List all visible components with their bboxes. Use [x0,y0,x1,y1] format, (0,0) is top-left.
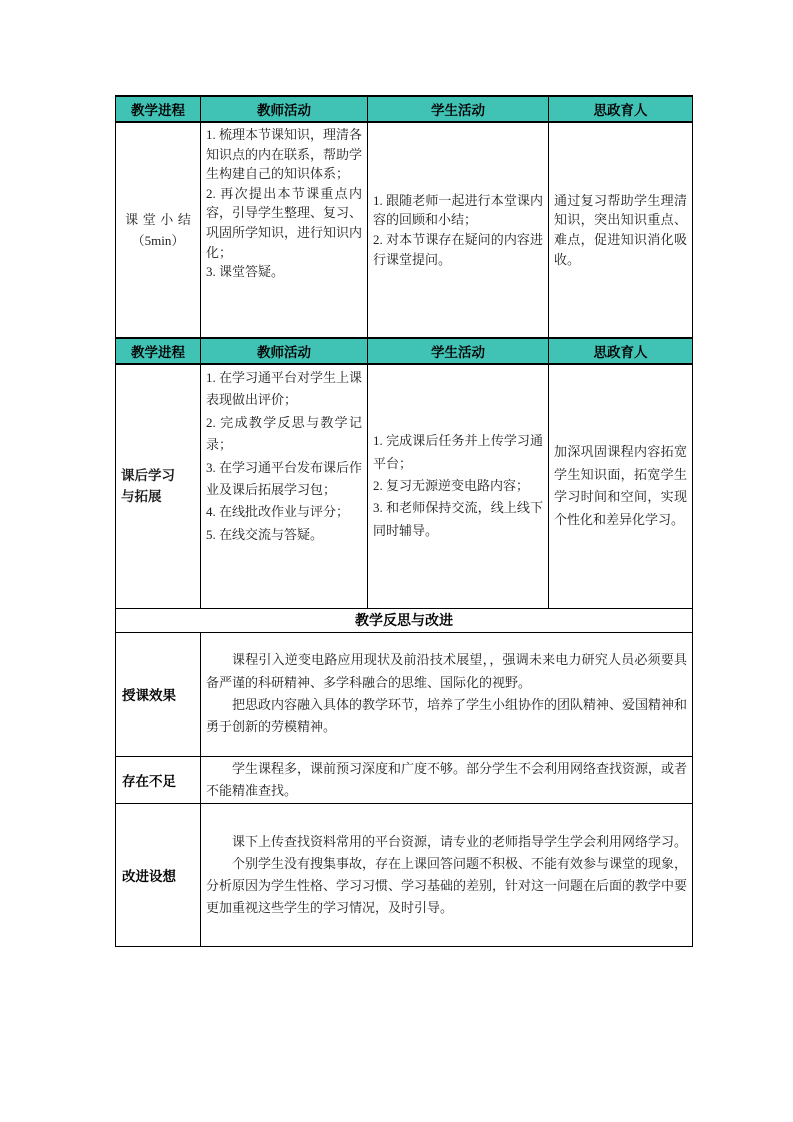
reflection-paragraph: 课下上传查找资料常用的平台资源，请专业的老师指导学生学会利用网络学习。 [232,833,688,849]
column-header-student-activity: 学生活动 [368,338,549,364]
reflection-section-title: 教学反思与改进 [116,608,693,632]
stage-name: 课后学习 [121,468,175,484]
table-header-row-1 [116,96,693,122]
row-shortcomings [116,756,693,804]
teacher-item: 1. 梳理本节课知识，理清各知识点的内在联系，帮助学生构建自己的知识体系； [206,127,363,182]
ideology-cell [549,122,693,338]
teacher-item: 2. 完成教学反思与教学记录； [206,414,362,453]
student-item: 1. 完成课后任务并上传学习通平台； [373,433,543,471]
teacher-item: 2. 再次提出本节课重点内容，引导学生整理、复习、巩固所学知识，进行知识内化； [206,185,363,260]
lesson-plan-table [115,95,693,947]
reflection-paragraph: 学生课程多，课前预习深度和广度不够。部分学生不会利用网络查找资源，或者不能精准查找。 [206,760,688,798]
row-class-summary [116,122,693,338]
teacher-item: 1. 在学习通平台对学生上课表现做出评价； [206,370,363,408]
student-item: 1. 跟随老师一起进行本堂课内容的回顾和小结； [373,192,543,228]
ideology-text: 通过复习帮助学生理清知识，突出知识重点、难点，促进知识消化吸收。 [554,192,687,267]
row-improvement-ideas [116,804,693,947]
table-header-row-2 [116,338,693,364]
label-teaching-effect: 授课效果 [116,632,201,756]
improvement-ideas-cell [201,804,693,947]
reflection-paragraph: 把思政内容融入具体的教学环节，培养了学生小组协作的团队精神、爱国精神和勇于创新的劳模精神。 [206,697,688,735]
label-shortcomings: 存在不足 [116,756,201,804]
column-header-teacher-activity: 教师活动 [201,96,368,122]
teacher-item: 3. 课堂答疑。 [206,264,285,280]
column-header-teacher-activity: 教师活动 [201,338,368,364]
column-header-stage: 教学进程 [116,338,201,364]
student-item: 2. 对本节课存在疑问的内容进行课堂提问。 [373,232,543,267]
student-item: 2. 复习无源逆变电路内容； [373,478,530,494]
teaching-effect-cell [201,632,693,756]
row-after-class-learning [116,364,693,608]
ideology-cell [549,364,693,608]
stage-duration: （5min） [131,233,185,248]
student-activity-cell [368,364,549,608]
student-activity-cell [368,122,549,338]
teacher-item: 4. 在线批改作业与评分； [206,504,350,520]
stage-name-line2: 与拓展 [121,489,162,505]
teacher-item: 5. 在线交流与答疑。 [206,526,324,542]
column-header-stage: 教学进程 [116,96,201,122]
column-header-student-activity: 学生活动 [368,96,549,122]
teacher-activity-cell [201,364,368,608]
teacher-item: 3. 在学习通平台发布课后作业及课后拓展学习包； [206,459,363,498]
column-header-ideology: 思政育人 [549,338,693,364]
student-item: 3. 和老师保持交流，线上线下同时辅导。 [373,500,543,538]
reflection-title-row [116,608,693,632]
shortcomings-cell [201,756,693,804]
column-header-ideology: 思政育人 [549,96,693,122]
row-teaching-effect [116,632,693,756]
label-improvement-ideas: 改进设想 [116,804,201,947]
stage-cell-class-summary [116,122,201,338]
reflection-paragraph: 个别学生没有搜集事故，存在上课回答问题不积极、不能有效参与课堂的现象，分析原因为学生性格、学习习惯、学习基础的差别，针对这一问题在后面的教学中要更加重视这些学生的学习情况，及时引导。 [206,855,688,916]
stage-cell-after-class [116,364,201,608]
stage-name: 课堂小结 [125,212,196,227]
ideology-text: 加深巩固课程内容拓宽学生知识面，拓宽学生学习时间和空间，实现个性化和差异化学习。 [554,444,687,527]
teacher-activity-cell [201,122,368,338]
reflection-paragraph: 课程引入逆变电路应用现状及前沿技术展望，，强调未来电力研究人员必须要具备严谨的科研精神、多学科融合的思维、国际化的视野。 [206,652,687,690]
